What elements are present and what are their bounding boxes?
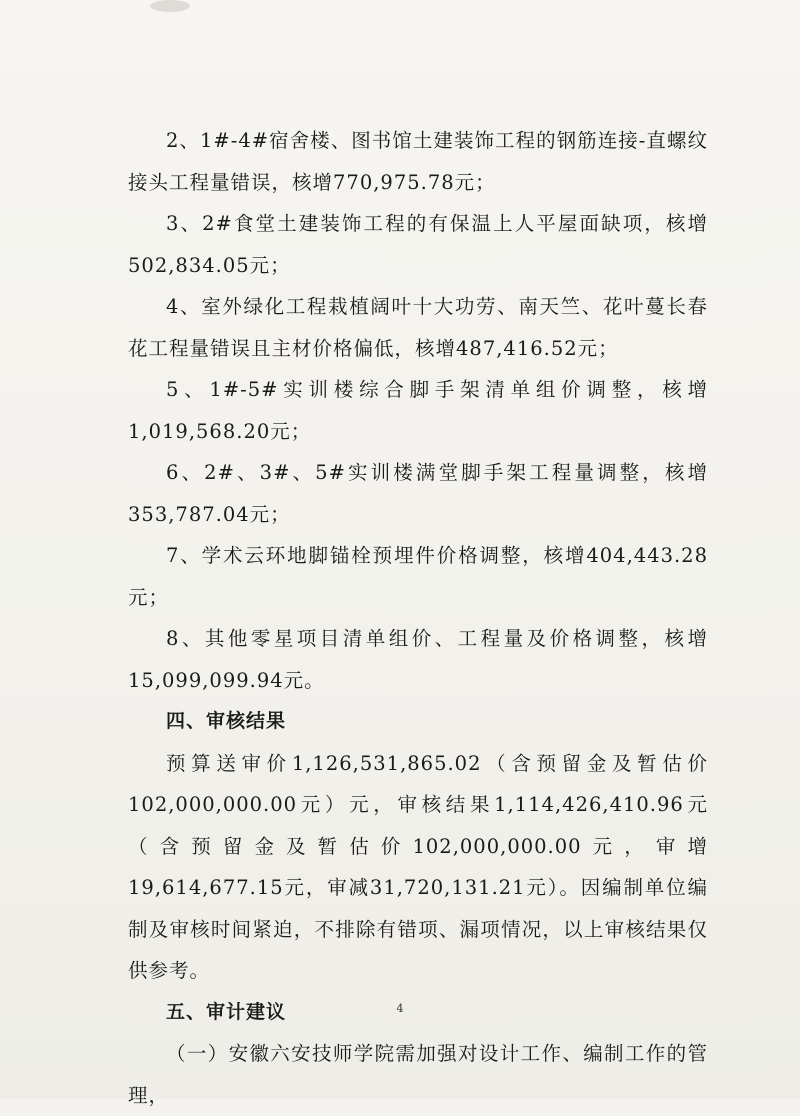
list-item-2: 2、1#-4#宿舍楼、图书馆土建装饰工程的钢筋连接-直螺纹接头工程量错误，核增770,975.78元； — [128, 129, 708, 194]
paper-stain — [150, 0, 190, 12]
section-heading-audit-suggestion: 五、审计建议 — [166, 1000, 287, 1023]
audit-result-paragraph: 预算送审价1,126,531,865.02（含预留金及暂估价102,000,000.00元）元，审核结果1,114,426,410.96元（含预留金及暂估价102,000,000.00元，审增19,614,677.15元，审减31,720,131.21元）。因编制单位编制及审核时间紧迫，不排除有错项、漏项情况，以上审核结果仅供参考。 — [128, 751, 708, 982]
page-number: 4 — [396, 1002, 404, 1015]
suggestion-item-1: （一）安徽六安技师学院需加强对设计工作、编制工作的管理， — [128, 1042, 708, 1107]
document-body — [128, 120, 708, 1116]
list-item-5: 5、1#-5#实训楼综合脚手架清单组价调整，核增1,019,568.20元； — [128, 378, 708, 443]
list-item-4: 4、室外绿化工程栽植阔叶十大功劳、南天竺、花叶蔓长春花工程量错误且主材价格偏低，核增487,416.52元； — [128, 295, 708, 360]
list-item-7: 7、学术云环地脚锚栓预埋件价格调整，核增404,443.28元； — [128, 544, 708, 609]
list-item-3: 3、2#食堂土建装饰工程的有保温上人平屋面缺项，核增502,834.05元； — [128, 212, 708, 277]
section-heading-audit-result: 四、审核结果 — [166, 710, 287, 732]
list-item-6: 6、2#、3#、5#实训楼满堂脚手架工程量调整，核增353,787.04元； — [128, 461, 708, 526]
list-item-8: 8、其他零星项目清单组价、工程量及价格调整，核增15,099,099.94元。 — [128, 627, 708, 692]
